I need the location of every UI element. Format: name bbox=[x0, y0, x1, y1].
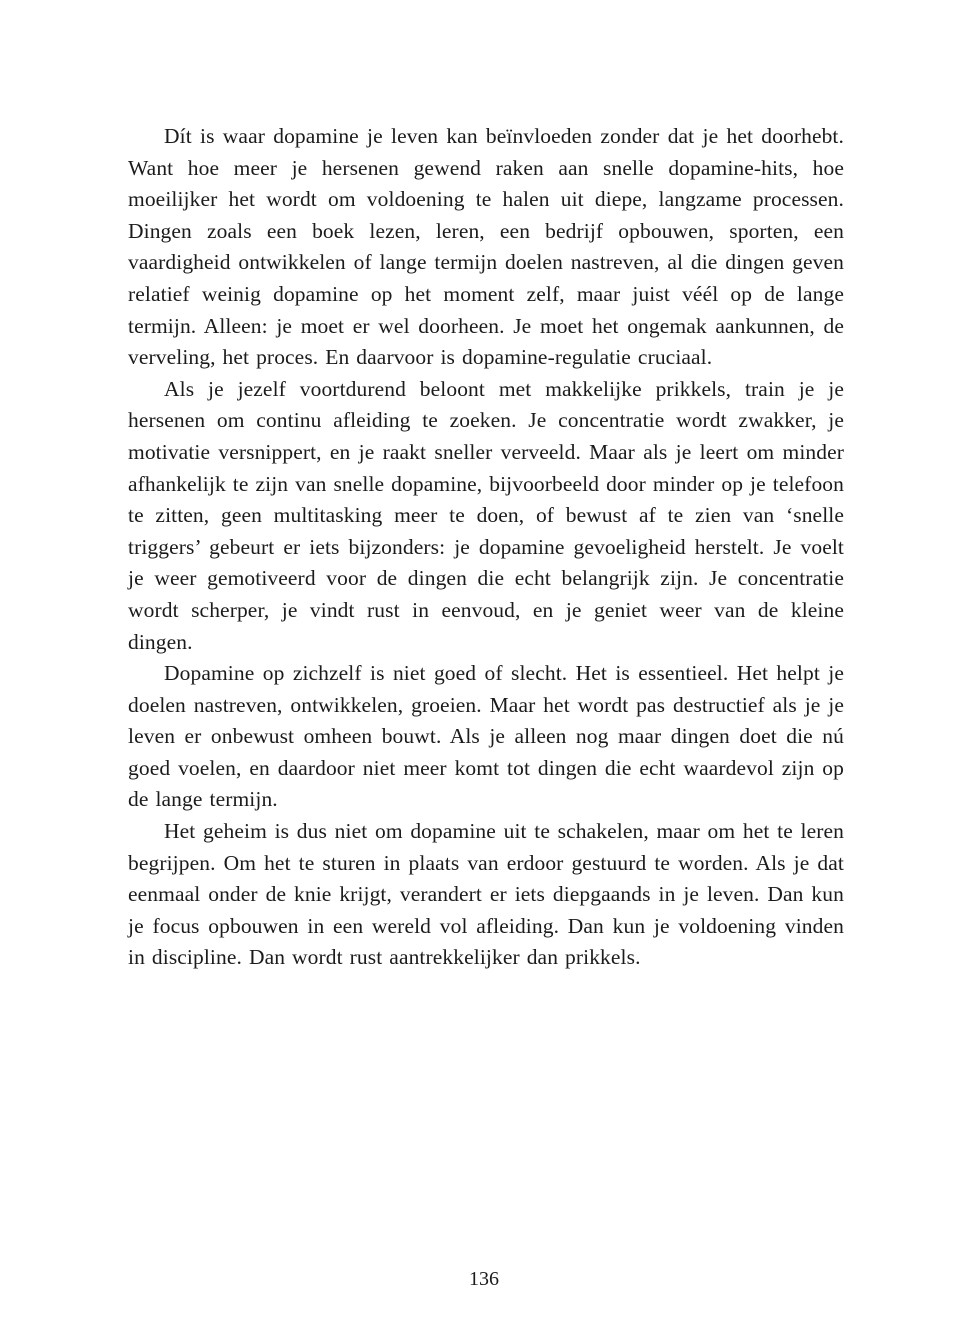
page-number: 136 bbox=[469, 1268, 499, 1290]
paragraph-4: Het geheim is dus niet om dopamine uit te schakelen, maar om het te leren begrijpen. Om het te sturen in plaats van erdoor gestuurd te worden. Als je dat eenmaal onder de knie krijgt, verandert er iets diepgaands in je leven. Dan kun je focus opbouwen in een wereld vol afleiding. Dan kun je voldoening vinden in discipline. Dan wordt rust aantrekkelijker dan prikkels. bbox=[128, 819, 844, 970]
paragraph-1: Dít is waar dopamine je leven kan beïnvloeden zonder dat je het doorhebt. Want hoe meer je hersenen gewend raken aan snelle dopamine-hits, hoe moeilijker het wordt om voldoening te halen uit diepe, langzame processen. Dingen zoals een boek lezen, leren, een bedrijf opbouwen, sporten, een vaardigheid ontwikkelen of lange termijn doelen nastreven, al die dingen geven relatief weinig dopamine op het moment zelf, maar juist véél op de lange termijn. Alleen: je moet er wel doorheen. Je moet het ongemak aankunnen, de verveling, het proces. En daarvoor is dopamine-regulatie cruciaal. bbox=[128, 124, 844, 370]
paragraph-2: Als je jezelf voortdurend beloont met makkelijke prikkels, train je je hersenen om continu afleiding te zoeken. Je concentratie wordt zwakker, je motivatie versnippert, en je raakt sneller verveeld. Maar als je leert om minder afhankelijk te zijn van snelle dopamine, bijvoorbeeld door minder op je telefoon te zitten, geen multitasking meer te doen, of bewust af te zien van ‘snelle triggers’ gebeurt er iets bijzonders: je dopamine gevoeligheid herstelt. Je voelt je weer gemotiveerd voor de dingen die echt belangrijk zijn. Je concentratie wordt scherper, je vindt rust in eenvoud, en je geniet weer van de kleine dingen. bbox=[128, 376, 844, 654]
body-text bbox=[128, 121, 844, 974]
paragraph-3: Dopamine op zichzelf is niet goed of slecht. Het is essentieel. Het helpt je doelen nastreven, ontwikkelen, groeien. Maar het wordt pas destructief als je je leven er onbewust omheen bouwt. Als je alleen nog maar dingen doet die nú goed voelen, en daardoor niet meer komt tot dingen die echt waardevol zijn op de lange termijn. bbox=[128, 661, 844, 812]
